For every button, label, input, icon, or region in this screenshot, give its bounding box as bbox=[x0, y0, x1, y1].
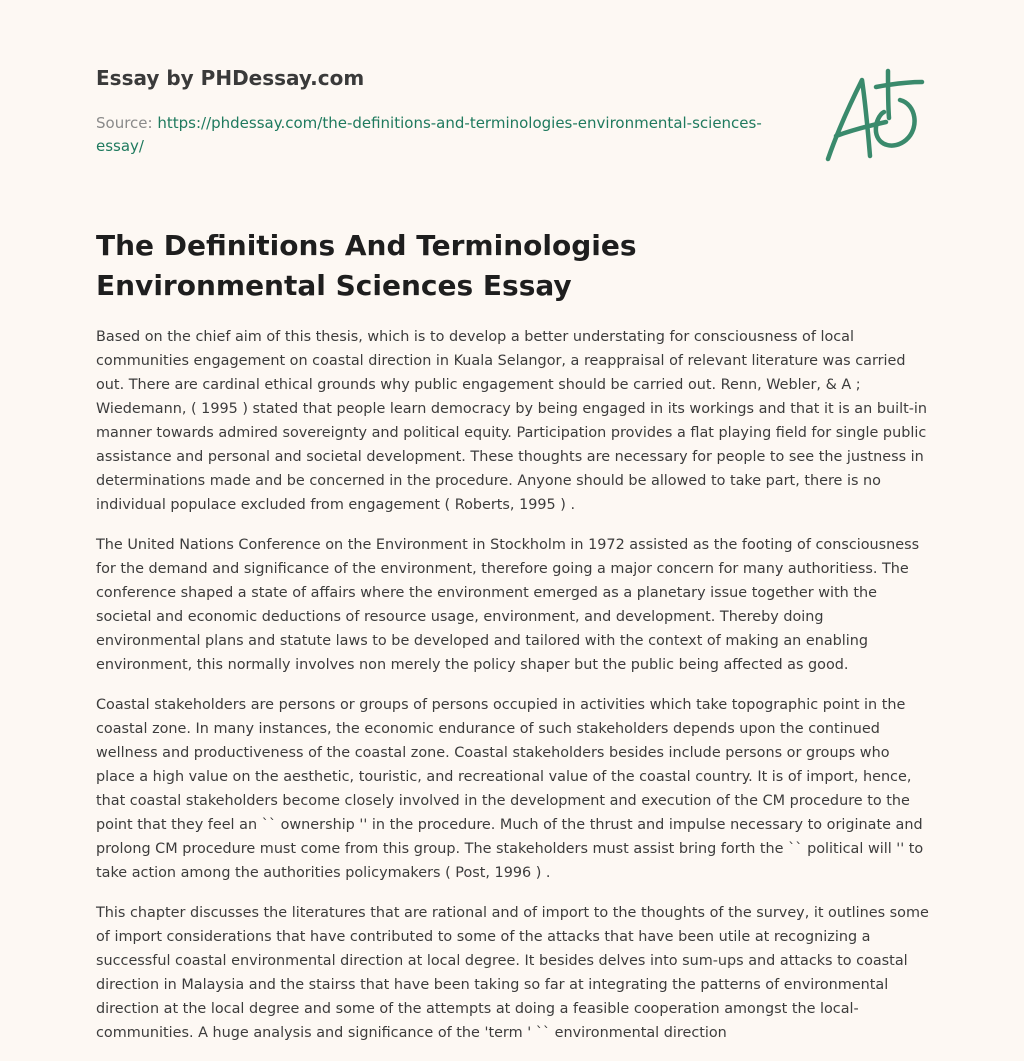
essay-body bbox=[96, 325, 930, 1061]
essay-paragraph: Based on the chief aim of this thesis, which is to develop a better understating for consciousness of local communities engagement on coastal direction in Kuala Selangor, a reappraisal of relevant literature was carried out. There are cardinal ethical grounds why public engagement should be carried out. Renn, Webler, & A ; Wiedemann, ( 1995 ) stated that people learn democracy by being engaged in its workings and that it is an built-in manner towards admired sovereignty and political equity. Participation provides a flat playing field for single public assistance and personal and societal development. These thoughts are necessary for people to see the justness in determinations made and be concerned in the procedure. Anyone should be allowed to take part, there is no individual populace excluded from engagement ( Roberts, 1995 ) . bbox=[96, 329, 928, 513]
essay-title: The Definitions And Terminologies Environmental Sciences Essay bbox=[96, 229, 637, 302]
source-line bbox=[96, 112, 776, 158]
site-name: Essay by PHDessay.com bbox=[96, 66, 365, 90]
essay-paragraph: This chapter discusses the literatures that are rational and of import to the thoughts of the survey, it outlines some of import considerations that have contributed to some of the attacks that have been utile at recognizing a successful coastal environmental direction at local degree. It besides delves into sum-ups and attacks to coastal direction in Malaysia and the stairss that have been taking so far at integrating the patterns of environmental direction at the local degree and some of the attempts at doing a feasible cooperation amongst the local-communities. A huge analysis and significance of the 'term ' `` environmental direction bbox=[96, 905, 929, 1041]
essay-paragraph: The United Nations Conference on the Environment in Stockholm in 1972 assisted as the footing of consciousness for the demand and significance of the environment, therefore going a major concern for many authoritiess. The conference shaped a state of affairs where the environment emerged as a planetary issue together with the societal and economic deductions of resource usage, environment, and development. Thereby doing environmental plans and statute laws to be developed and tailored with the context of making an enabling environment, this normally involves non merely the policy shaper but the public being affected as good. bbox=[96, 537, 920, 673]
essay-paragraph: Coastal stakeholders are persons or groups of persons occupied in activities which take topographic point in the coastal zone. In many instances, the economic endurance of such stakeholders depends upon the continued wellness and productiveness of the coastal zone. Coastal stakeholders besides include persons or groups who place a high value on the aesthetic, touristic, and recreational value of the coastal country. It is of import, hence, that coastal stakeholders become closely involved in the development and execution of the CM procedure to the point that they feel an `` ownership '' in the procedure. Much of the thrust and impulse necessary to originate and prolong CM procedure must come from this group. The stakeholders must assist bring forth the `` political will '' to take action among the authorities policymakers ( Post, 1996 ) . bbox=[96, 697, 924, 881]
source-link[interactable]: https://phdessay.com/the-definitions-and-terminologies-environmental-sciences-essay/ bbox=[96, 114, 762, 155]
a-plus-logo-icon bbox=[818, 68, 930, 166]
source-label: Source: bbox=[96, 114, 153, 132]
